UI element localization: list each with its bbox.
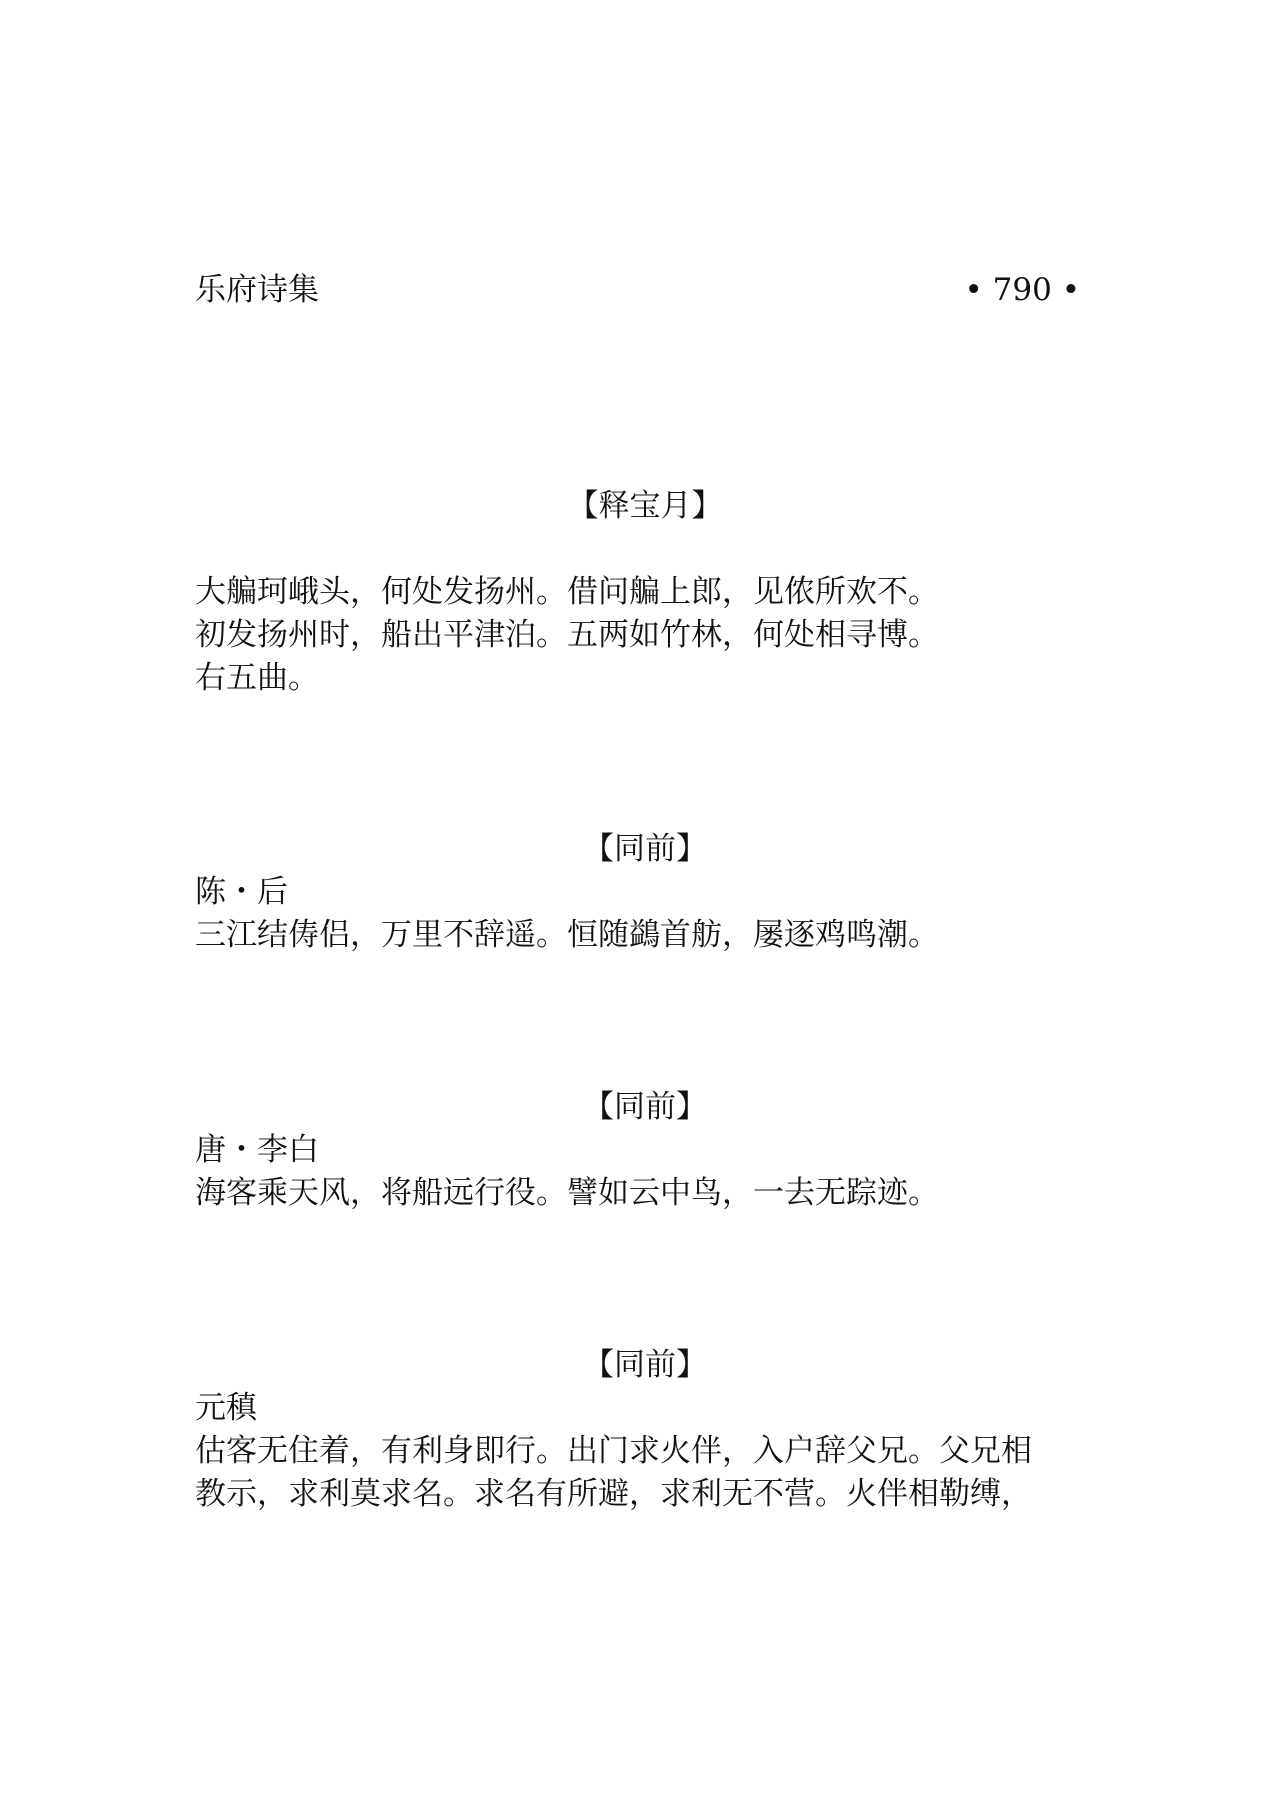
section-tongqian-chen — [195, 828, 1095, 957]
section-title: 【同前】 — [583, 1089, 707, 1125]
poem-body — [195, 571, 1095, 700]
poem-body — [195, 1172, 1095, 1215]
poem-line: 三江结俦侣，万里不辞遥。恒随鷁首舫，屡逐鸡鸣潮。 — [195, 917, 939, 953]
section-title: 【同前】 — [583, 1347, 707, 1383]
poem-line: 教示，求利莫求名。求名有所避，求利无不营。火伴相勒缚， — [195, 1476, 1032, 1512]
section-author: 唐・李白 — [195, 1132, 319, 1168]
poem-line: 海客乘天风，将船远行役。譬如云中鸟，一去无踪迹。 — [195, 1175, 939, 1211]
poem-line: 大艑珂峨头，何处发扬州。借问艑上郎，见侬所欢不。 — [195, 574, 939, 610]
poem-note: 右五曲。 — [195, 660, 319, 696]
poem-line: 初发扬州时，船出平津泊。五两如竹林，何处相寻博。 — [195, 617, 939, 653]
book-title: 乐府诗集 — [195, 272, 319, 308]
section-title: 【同前】 — [583, 831, 707, 867]
section-author: 陈・后 — [195, 874, 288, 910]
page-header — [195, 268, 1080, 312]
poem-body — [195, 1430, 1095, 1516]
section-shi-baoyue — [195, 485, 1095, 700]
poem-line: 估客无住着，有利身即行。出门求火伴，入户辞父兄。父兄相 — [195, 1433, 1032, 1469]
section-author: 元稹 — [195, 1390, 257, 1426]
poem-body — [195, 914, 1095, 957]
section-tongqian-yuanzhen — [195, 1344, 1095, 1516]
page-number: • 790 • — [964, 272, 1080, 308]
section-title: 【释宝月】 — [567, 488, 723, 524]
section-tongqian-libai — [195, 1086, 1095, 1215]
